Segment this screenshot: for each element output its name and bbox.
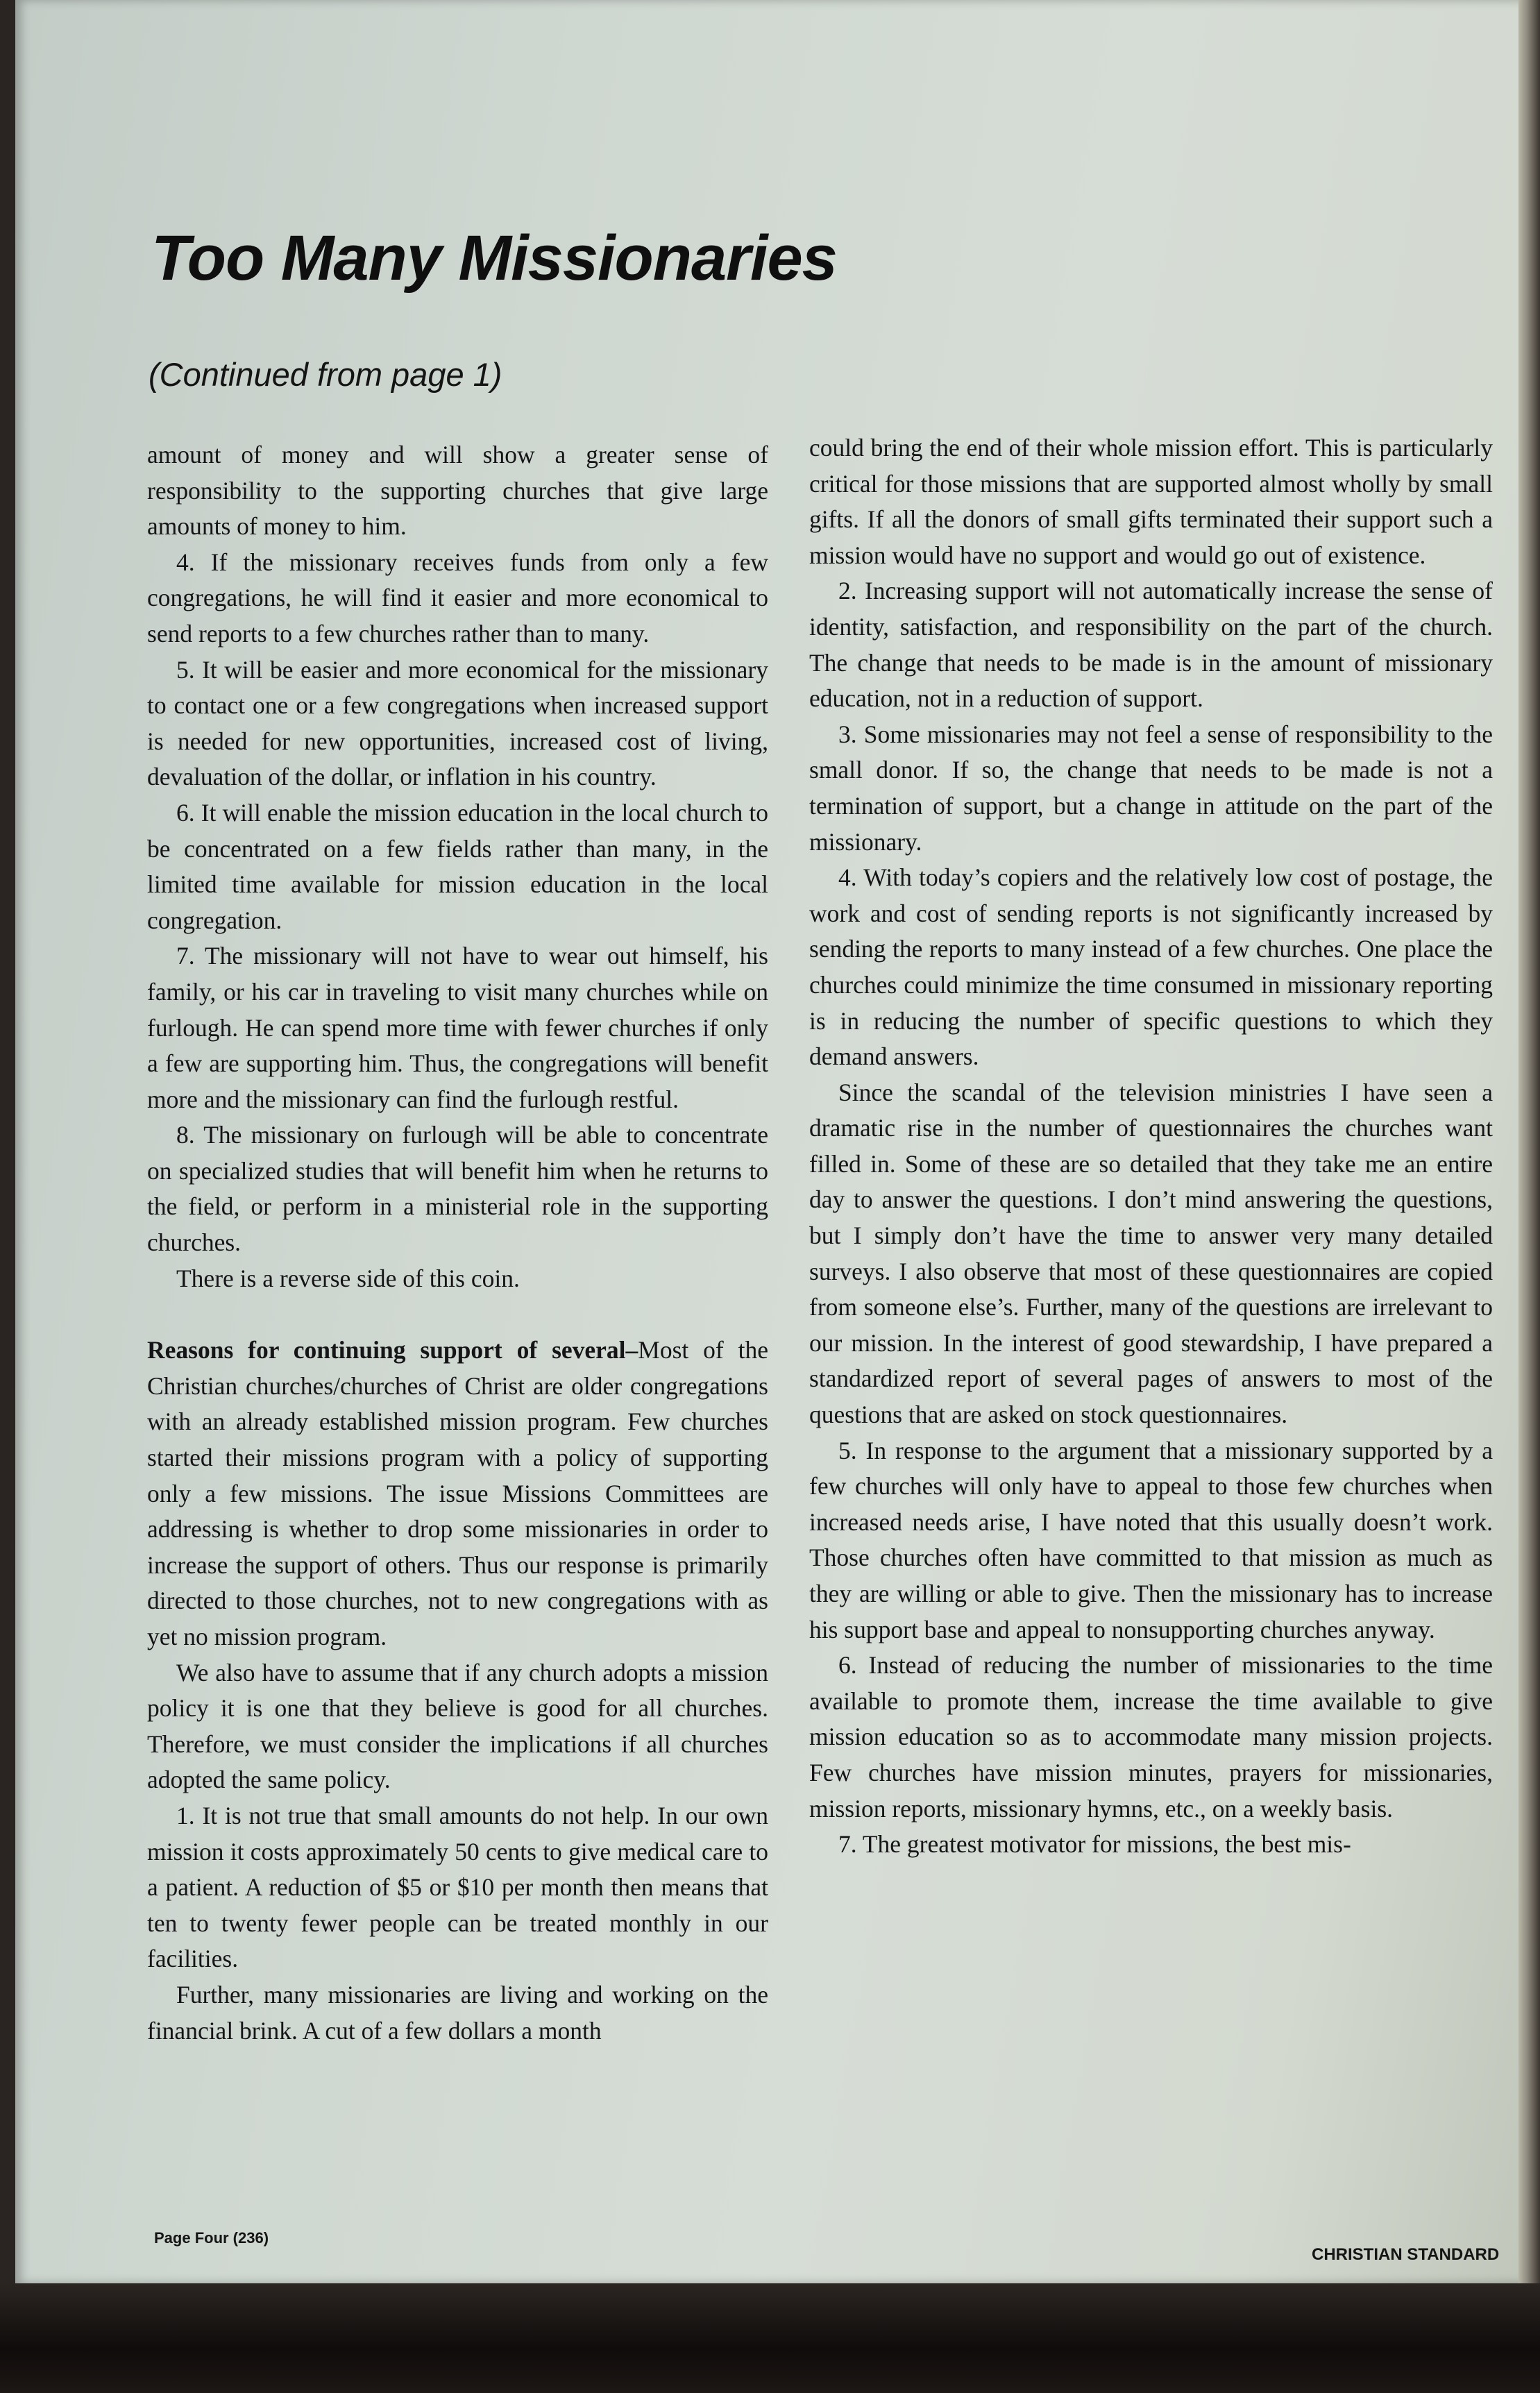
paragraph: 7. The missionary will not have to wear out himself, his family, or his car in traveling to visit many churches while on furlough. He can spend more time with fewer churches if only a few are supporting him. Thus, the congregations will benefit more and the missionary can find the furlough restful.: [147, 942, 768, 1113]
paragraph: Since the scandal of the television ministries I have seen a dramatic rise in the number of questionnaires the churches want filled in. Some of these are so detailed that they take me an entire day to answer the questions. I don’t mind answering the questions, but I simply don’t have the time to answer very many detailed surveys. I also observe that most of these questionnaires are copied from someone else’s. Further, many of the questions are irrelevant to our mission. In the interest of good stewardship, I have prepared a standardized report of several pages of answers to most of the questions that are asked on stock questionnaires.: [809, 1078, 1493, 1429]
right-column: [809, 430, 1493, 1863]
left-column: [147, 437, 768, 2049]
paragraph: We also have to assume that if any church adopts a mission policy it is one that they believe is good for all churches. Therefore, we must consider the implications if all churches adopted the same policy.: [147, 1658, 768, 1794]
paragraph: 7. The greatest motivator for missions, the best mis-: [838, 1830, 1351, 1859]
article-title: Too Many Missionaries: [151, 223, 837, 294]
magazine-name: CHRISTIAN STANDARD: [1312, 2245, 1500, 2264]
paragraph: 4. If the missionary receives funds from only a few congregations, he will find it easier and more economical to send reports to a few churches rather than to many.: [147, 548, 768, 648]
page-edge: [1518, 0, 1540, 2393]
paragraph: Further, many missionaries are living and working on the financial brink. A cut of a few dollars a month: [147, 1980, 768, 2045]
section-text: Most of the Christian churches/churches of Christ are older congregations with an already established mission program. Few churches started their missions program with a policy of supporting only a few missions. The issue Missions Committees are addressing is whether to drop some missionaries in order to increase the support of others. Thus our response is primarily directed to those churches, not to new congregations with as yet no mission program.: [147, 1336, 768, 1650]
section-paragraph: [147, 1333, 768, 1655]
paragraph: 1. It is not true that small amounts do not help. In our own mission it costs approximately 50 cents to give medical care to a patient. A reduction of $5 or $10 per month then means that ten to twenty fewer people can be treated monthly in our facilities.: [147, 1801, 768, 1973]
paragraph: 5. It will be easier and more economical for the missionary to contact one or a few congregations when increased support is needed for new opportunities, increased cost of living, devaluation of the dollar, or inflation in his country.: [147, 655, 768, 791]
paragraph: 2. Increasing support will not automatically increase the sense of identity, satisfaction, and responsibility on the part of the church. The change that needs to be made is in the amount of missionary education, not in a reduction of support.: [809, 577, 1493, 713]
paragraph: amount of money and will show a greater sense of responsibility to the supporting churches that give large amounts of money to him.: [147, 441, 768, 541]
paragraph: 6. Instead of reducing the number of missionaries to the time available to promote them, increase the time available to give mission education so as to accommodate many mission projects. Few churches have mission minutes, prayers for missionaries, mission reports, missionary hymns, etc., on a weekly basis.: [809, 1651, 1493, 1823]
paragraph: could bring the end of their whole mission effort. This is particularly critical for those missions that are supported almost wholly by small gifts. If all the donors of small gifts terminated their support such a mission would have no support and would go out of existence.: [809, 434, 1493, 569]
article-subtitle: (Continued from page 1): [149, 356, 502, 393]
page-number: Page Four (236): [154, 2229, 269, 2247]
section-heading: Reasons for continuing support of several–: [147, 1336, 638, 1364]
paragraph: 3. Some missionaries may not feel a sense of responsibility to the small donor. If so, the change that needs to be made is not a termination of support, but a change in attitude on the part of the missionary.: [809, 720, 1493, 856]
paragraph: There is a reverse side of this coin.: [176, 1264, 520, 1292]
paragraph: 8. The missionary on furlough will be able to concentrate on specialized studies that will benefit him when he returns to the field, or perform in a ministerial role in the supporting churches.: [147, 1121, 768, 1257]
paragraph: 6. It will enable the mission education in the local church to be concentrated on a few fields rather than many, in the limited time available for mission education in the local congregation.: [147, 798, 768, 934]
bottom-shadow: [0, 2283, 1540, 2393]
paragraph: 5. In response to the argument that a missionary supported by a few churches will only have to appeal to those few churches when increased needs arise, I have noted that this usually doesn’t work. Those churches often have committed to that mission as much as they are willing or able to give. Then the missionary has to increase his support base and appeal to nonsupporting churches anyway.: [809, 1436, 1493, 1643]
paragraph: 4. With today’s copiers and the relatively low cost of postage, the work and cost of sending reports is not significantly increased by sending the reports to many instead of a few churches. One place the churches could minimize the time consumed in missionary reporting is in reducing the number of specific questions to which they demand answers.: [809, 863, 1493, 1071]
binding-spine: [0, 0, 15, 2393]
